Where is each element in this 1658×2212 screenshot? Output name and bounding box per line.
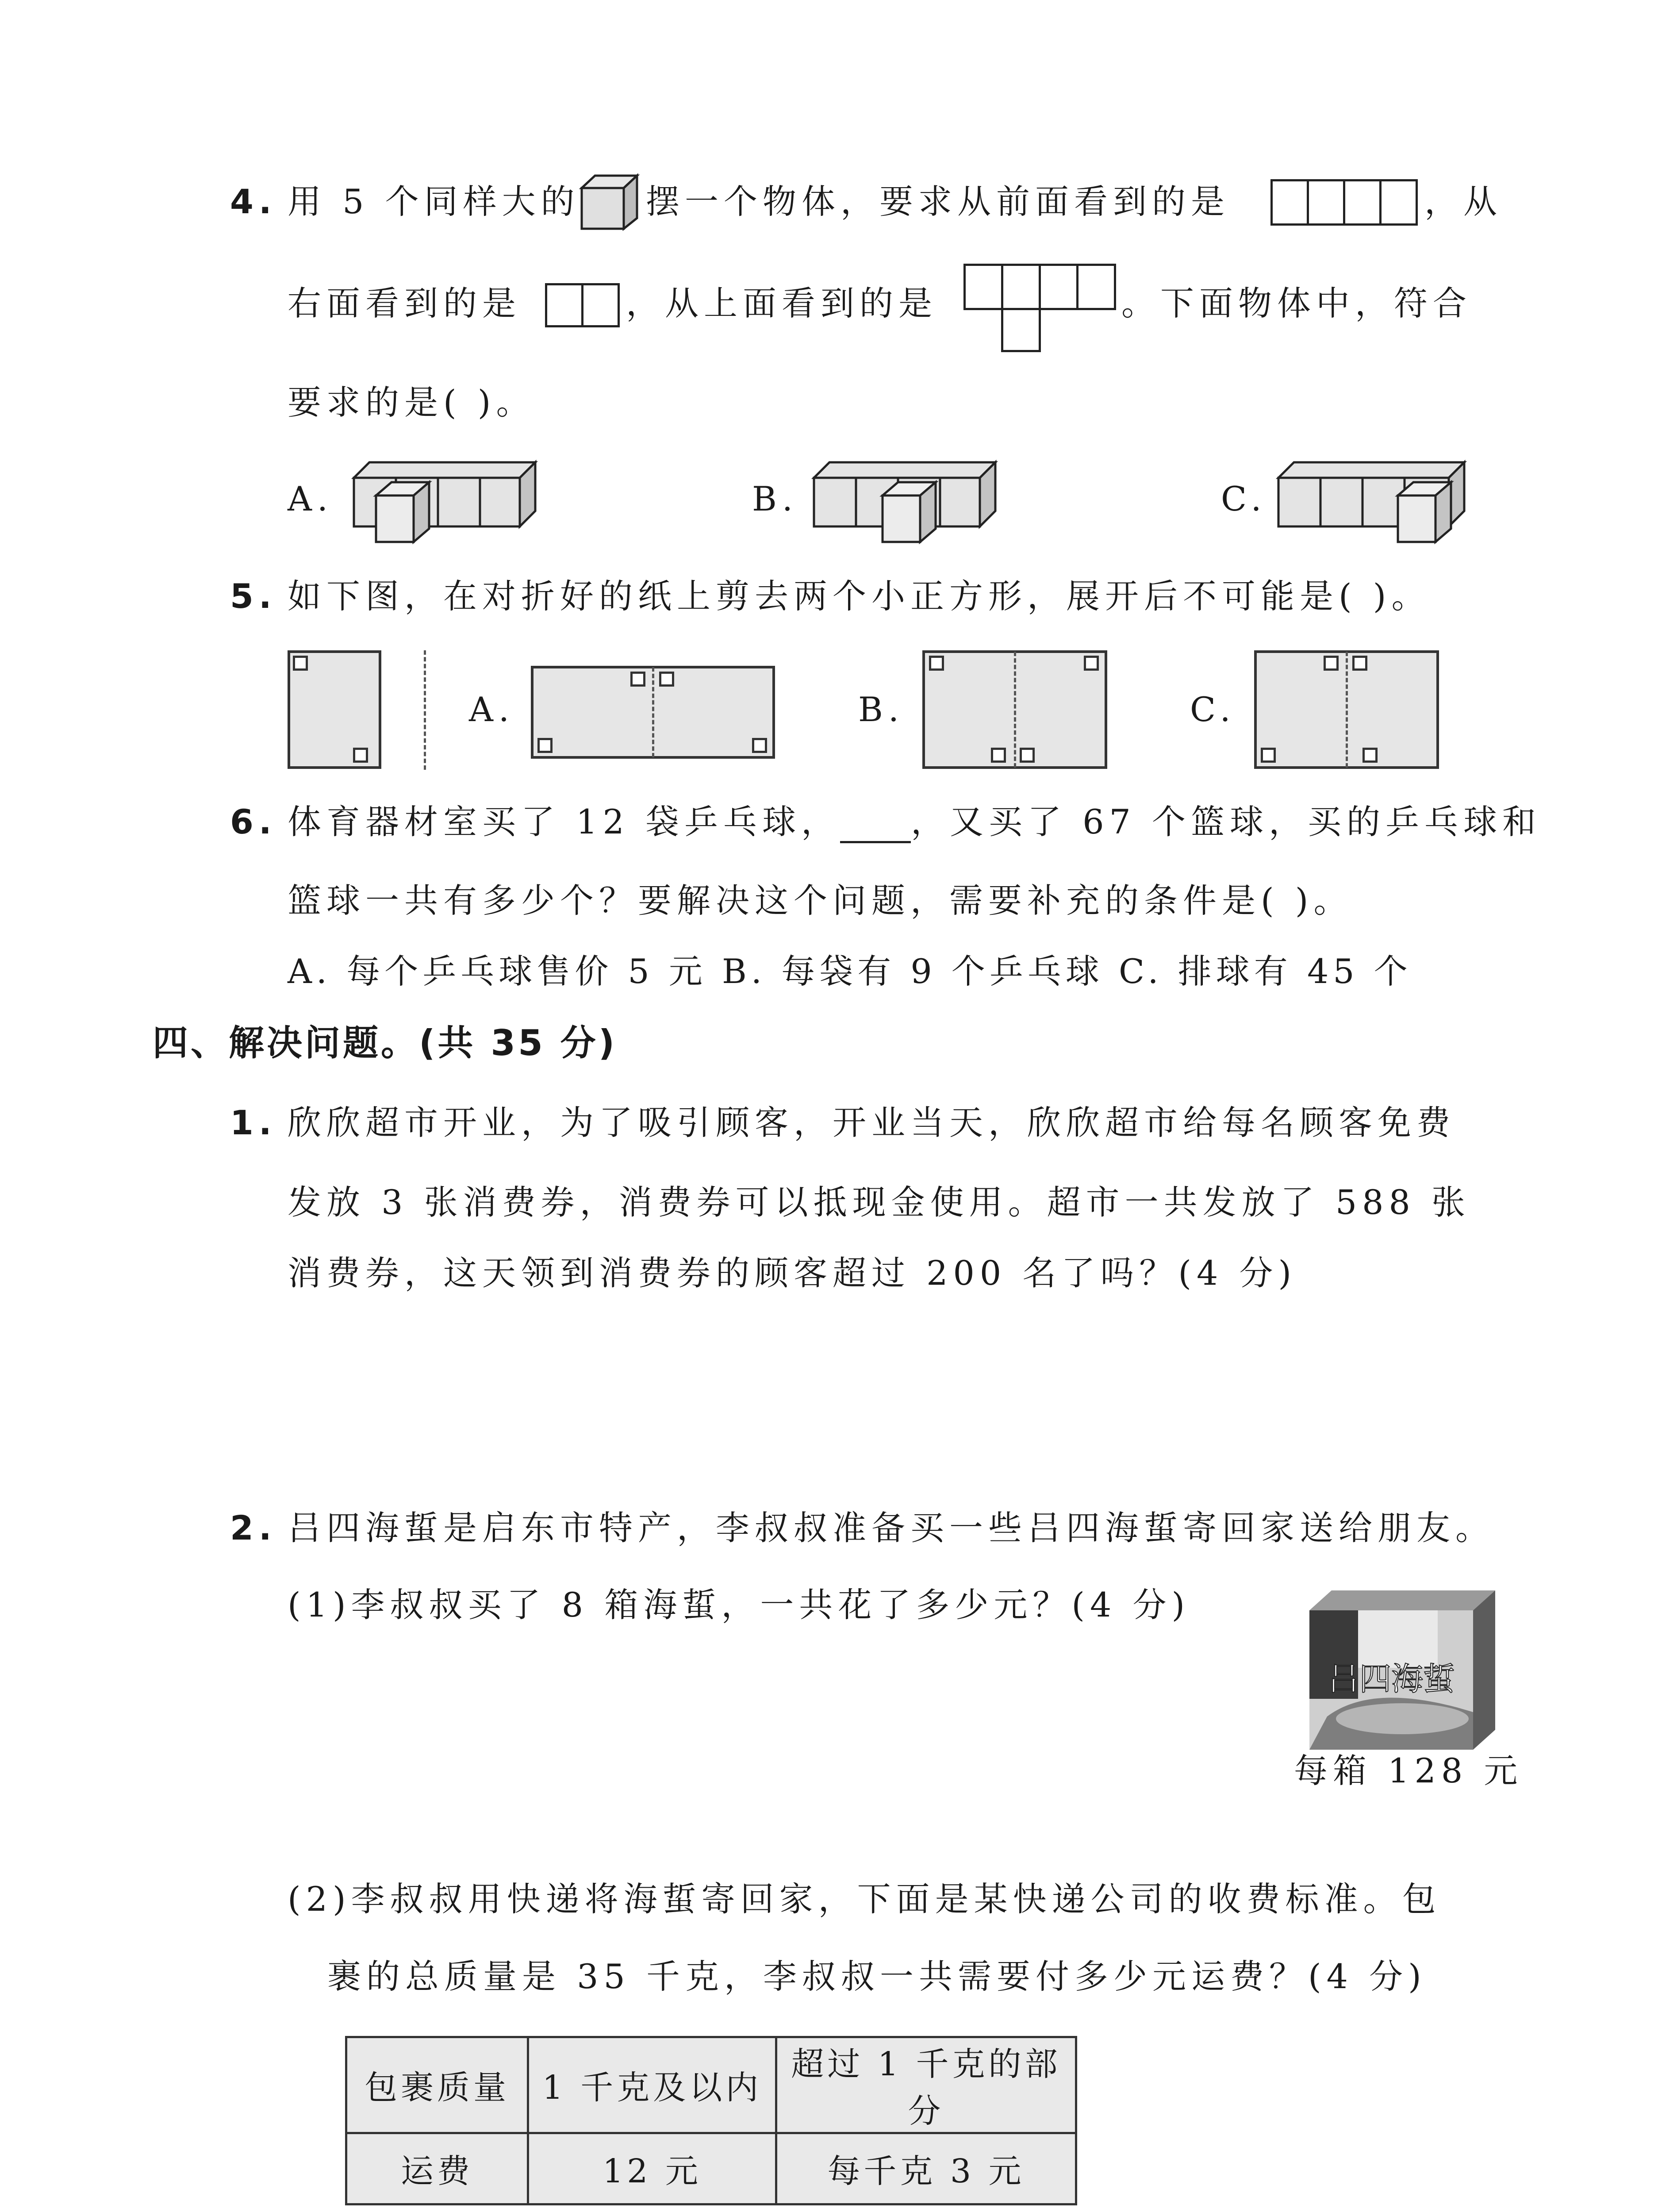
table-row (346, 2133, 1076, 2204)
table-header-cell: 超过 1 千克的部分 (776, 2037, 1076, 2133)
table-row (346, 2037, 1076, 2133)
separator-dashed-line (424, 650, 426, 770)
table-header-cell: 1 千克及以内 (528, 2037, 776, 2133)
q4-line1-a: 用 5 个同样大的 (288, 182, 580, 221)
q4-option-c-figure (1274, 451, 1486, 546)
p1-number: 1. (230, 1103, 277, 1142)
q5-option-b-label: B. (858, 690, 905, 729)
q6-number: 6. (230, 802, 277, 841)
q4-line3: 要求的是( )。 (288, 383, 535, 422)
q4-option-a-figure (349, 451, 553, 546)
q4-line2-b: ，从上面看到的是 (626, 284, 937, 323)
q4-line1-c: ，从 (1424, 182, 1502, 221)
q4-line2-c: 。下面物体中，符合 (1121, 284, 1472, 323)
p2-intro: 吕四海蜇是启东市特产，李叔叔准备买一些吕四海蜇寄回家送给朋友。 (288, 1508, 1494, 1548)
table-header-cell: 包裹质量 (346, 2037, 528, 2133)
q5-option-c-label: C. (1190, 690, 1236, 729)
fee-table (345, 2036, 1077, 2205)
table-cell: 12 元 (528, 2133, 776, 2204)
q4-option-a-label: A. (288, 479, 334, 518)
q4-option-b-label: B. (752, 479, 798, 518)
q4-line2-a: 右面看到的是 (288, 284, 521, 323)
p2-sub2-line1: (2)李叔叔用快递将海蜇寄回家，下面是某快递公司的收费标准。包 (288, 1879, 1441, 1919)
q6-options: A. 每个乒乓球售价 5 元 B. 每袋有 9 个乒乓球 C. 排球有 45 个 (288, 952, 1412, 991)
p2-number: 2. (230, 1508, 277, 1548)
q6-line1: 体育器材室买了 12 袋乒乓球， ，又买了 67 个篮球，买的乒乓球和 (288, 801, 1541, 843)
table-cell: 每千克 3 元 (776, 2133, 1076, 2204)
q4-number: 4. (230, 182, 277, 221)
q4-option-b-figure (810, 451, 1013, 546)
jellyfish-box-image (1301, 1584, 1504, 1761)
q5-option-a-label: A. (469, 690, 515, 729)
p2-sub1: (1)李叔叔买了 8 箱海蜇，一共花了多少元？(4 分) (288, 1585, 1190, 1624)
q5-text: 如下图，在对折好的纸上剪去两个小正方形，展开后不可能是( )。 (288, 576, 1431, 616)
cube-icon (577, 170, 644, 232)
p2-sub2-line2: 裹的总质量是 35 千克，李叔叔一共需要付多少元运费？(4 分) (327, 1957, 1427, 1996)
table-cell: 运费 (346, 2133, 528, 2204)
box-brand-text: 吕四海蜇 (1327, 1660, 1455, 1697)
p2-price: 每箱 128 元 (1294, 1751, 1523, 1790)
q4-option-c-label: C. (1221, 479, 1267, 518)
q5-number: 5. (230, 576, 277, 616)
q4-line1-b: 摆一个物体，要求从前面看到的是 (646, 182, 1230, 221)
p1-line1: 欣欣超市开业，为了吸引顾客，开业当天，欣欣超市给每名顾客免费 (288, 1103, 1455, 1142)
section4-title: 四、解决问题。(共 35 分) (153, 1022, 618, 1064)
q6-blank (840, 810, 911, 843)
q6-line2: 篮球一共有多少个？要解决这个问题，需要补充的条件是( )。 (288, 881, 1353, 920)
p1-line2: 发放 3 张消费券，消费券可以抵现金使用。超市一共发放了 588 张 (288, 1183, 1471, 1222)
p1-line3: 消费券，这天领到消费券的顾客超过 200 名了吗？(4 分) (288, 1253, 1297, 1293)
